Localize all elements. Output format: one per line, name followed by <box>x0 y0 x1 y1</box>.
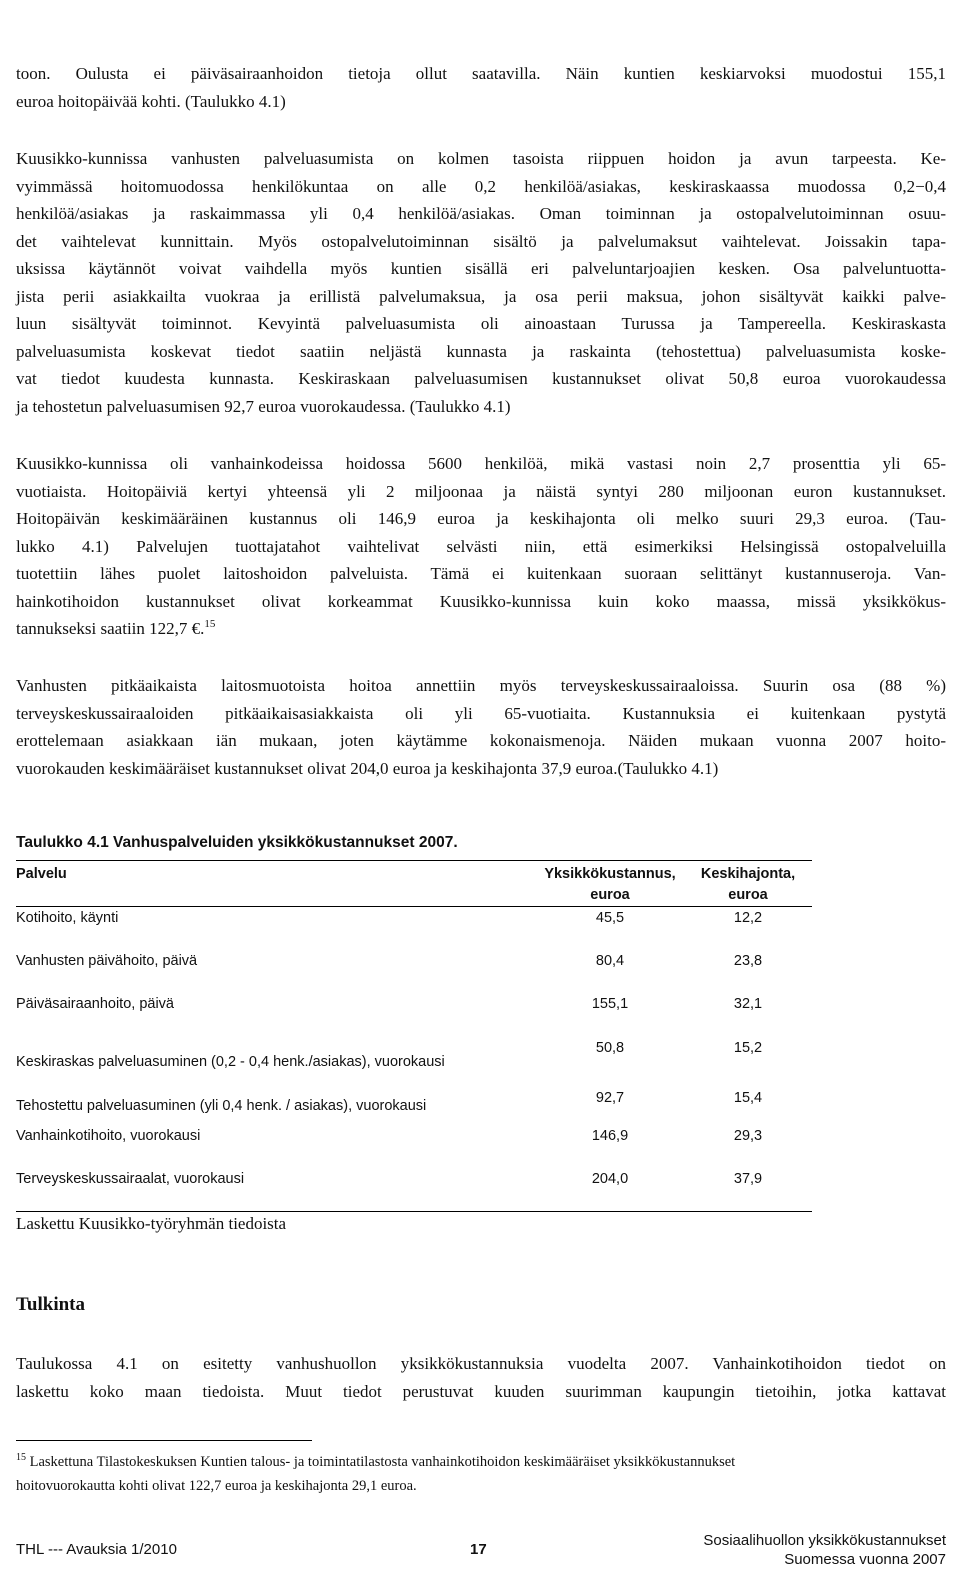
paragraph-4 <box>16 672 946 782</box>
text-line: Vanhusten pitkäaikaista laitosmuotoista hoitoa annettiin myös terveyskeskussairaaloissa. Suurin osa (88 %) <box>16 676 946 695</box>
text-line: Hoitopäivän keskimääräinen kustannus oli 146,9 euroa ja keskihajonta oli melko suuri 29,3 euroa. (Tau- <box>16 509 946 528</box>
section-paragraph <box>16 1350 946 1405</box>
table-row-service: Kotihoito, käynti <box>16 910 119 926</box>
table-row-cost: 92,7 <box>595 1090 625 1106</box>
table-row-sd: 37,9 <box>733 1171 763 1187</box>
table-row-service: Vanhainkotihoito, vuorokausi <box>16 1128 201 1144</box>
table-row-sd: 29,3 <box>733 1128 763 1144</box>
table-row-sd: 32,1 <box>733 996 763 1012</box>
text-line-content: tannukseksi saatiin 122,7 €. <box>16 619 205 638</box>
text-line <box>16 615 946 643</box>
table-row-sd: 12,2 <box>733 910 763 926</box>
table-row-cost: 80,4 <box>595 953 625 969</box>
text-line: luun sisältyvät toiminnot. Kevyintä palveluasumista oli ainoastaan Turussa ja Tampereella. Keskiraskasta <box>16 314 946 333</box>
text-line: jista perii asiakkailta vuokraa ja erillistä palvelumaksua, ja osa perii maksua, johon sisältyvät kaikki palve- <box>16 286 946 306</box>
table-top-rule <box>16 860 812 861</box>
footnote-number: 15 <box>16 1452 26 1463</box>
text-line: lukko 4.1) Palvelujen tuottajatahot vaihtelivat selvästi niin, että esimerkiksi Helsingissä ostopalveluilla <box>16 536 946 556</box>
table-row-cost: 204,0 <box>591 1171 629 1187</box>
table-row-sd: 15,4 <box>733 1090 763 1106</box>
header-service: Palvelu <box>16 866 67 882</box>
text-line: erottelemaan asiakkaan iän mukaan, joten käytämme kokonaismenoja. Näiden mukaan vuonna 2007 hoito- <box>16 731 946 750</box>
footer-publication: THL --- Avauksia 1/2010 <box>16 1541 177 1558</box>
footnote-line: hoitovuorokautta kohti olivat 122,7 euroa ja keskihajonta 29,1 euroa. <box>16 1478 417 1494</box>
paragraph-2 <box>16 145 946 420</box>
header-unit-cost-unit: euroa <box>590 887 630 903</box>
table-row-cost: 155,1 <box>591 996 629 1012</box>
table-caption: Taulukko 4.1 Vanhuspalveluiden yksikkökustannukset 2007. <box>16 834 458 851</box>
text-line: Kuusikko-kunnissa vanhusten palveluasumista on kolmen tasoista riippuen hoidon ja avun tarpeesta. Ke- <box>16 149 946 168</box>
text-line: ja tehostetun palveluasumisen 92,7 euroa vuorokaudessa. (Taulukko 4.1) <box>16 396 511 416</box>
table-row-service: Päiväsairaanhoito, päivä <box>16 996 174 1012</box>
footnote-line <box>16 1450 946 1474</box>
table-row-service: Vanhusten päivähoito, päivä <box>16 953 198 969</box>
table-row-cost: 45,5 <box>595 910 625 926</box>
footnote <box>16 1450 946 1498</box>
text-line: toon. Oulusta ei päiväsairaanhoidon tietoja ollut saatavilla. Näin kuntien keskiarvoksi muodostui 155,1 <box>16 64 946 83</box>
text-line: henkilöä/asiakas ja raskaimmassa yli 0,4 henkilöä/asiakas. Oman toiminnan ja ostopalvelutoiminnan osuu- <box>16 204 946 223</box>
table-row-cost: 50,8 <box>595 1040 625 1056</box>
text-line: tuotettiin lähes puolet laitoshoidon palveluista. Tämä ei kuitenkaan suoraan selittänyt kustannuseroja. Van- <box>16 564 946 583</box>
table-row-sd: 23,8 <box>733 953 763 969</box>
text-line: euroa hoitopäivää kohti. (Taulukko 4.1) <box>16 91 286 111</box>
footnote-rule <box>16 1440 312 1441</box>
section-heading: Tulkinta <box>16 1294 86 1315</box>
paragraph-1 <box>16 60 946 115</box>
text-line: terveyskeskussairaaloiden pitkäaikaisasiakkaista oli yli 65-vuotiaita. Kustannuksia ei kuitenkaan pystytä <box>16 703 946 723</box>
text-line: Kuusikko-kunnissa oli vanhainkodeissa hoidossa 5600 henkilöä, mikä vastasi noin 2,7 prosenttia yli 65- <box>16 454 946 473</box>
table-source: Laskettu Kuusikko-työryhmän tiedoista <box>16 1214 287 1233</box>
text-line: hainkotihoidon kustannukset olivat korkeammat Kuusikko-kunnissa kuin koko maassa, missä yksikkökus- <box>16 591 946 611</box>
footer-title <box>703 1531 946 1569</box>
text-line: vuotiaista. Hoitopäiviä kertyi yhteensä yli 2 miljoonaa ja näistä syntyi 280 miljoonan euron kustannukset. <box>16 481 946 501</box>
text-line: Taulukossa 4.1 on esitetty vanhushuollon yksikkökustannuksia vuodelta 2007. Vanhainkotihoidon tiedot on <box>16 1354 946 1373</box>
table-header-rule <box>16 906 812 907</box>
text-line: vat tiedot kuudesta kunnasta. Keskiraskaan palveluasumisen kustannukset olivat 50,8 euroa vuorokaudessa <box>16 369 946 388</box>
table-row-cost: 146,9 <box>591 1128 629 1144</box>
text-line: vyimmässä hoitomuodossa henkilökuntaa on alle 0,2 henkilöä/asiakas, keskiraskaassa muodossa 0,2−0,4 <box>16 176 946 196</box>
header-std-dev-unit: euroa <box>728 887 768 903</box>
footnote-reference: 15 <box>204 618 216 630</box>
footer-title-line: Suomessa vuonna 2007 <box>784 1551 946 1568</box>
page-number: 17 <box>470 1541 487 1558</box>
table-row-service: Keskiraskas palveluasuminen (0,2 - 0,4 henk./asiakas), vuorokausi <box>16 1054 445 1070</box>
paragraph-3 <box>16 450 946 643</box>
footer-title-line: Sosiaalihuollon yksikkökustannukset <box>703 1532 946 1549</box>
text-line: vuorokauden keskimääräiset kustannukset olivat 204,0 euroa ja keskihajonta 37,9 euroa.(Taulukko 4.1) <box>16 758 719 778</box>
table-row-sd: 15,2 <box>733 1040 763 1056</box>
text-line: uksissa käytännöt voivat vaihdella myös kuntien sisällä eri palveluntarjoajien kesken. Osa palveluntuotta- <box>16 259 946 278</box>
footnote-text: Laskettuna Tilastokeskuksen Kuntien talous- ja toimintatilastosta vanhainkotihoidon keskimääräiset yksikkökustannukset <box>29 1454 736 1470</box>
header-unit-cost: Yksikkökustannus, <box>544 866 676 882</box>
text-line: palveluasumista koskevat tiedot saatiin neljästä kunnasta ja raskainta (tehostettua) palveluasumista koske- <box>16 341 946 361</box>
table-row-service: Tehostettu palveluasuminen (yli 0,4 henk. / asiakas), vuorokausi <box>16 1098 427 1114</box>
text-line: laskettu koko maan tiedoista. Muut tiedot perustuvat kuuden suurimman kaupungin tietoihin, jotka kattavat <box>16 1381 946 1401</box>
text-line: det vaihtelevat kunnittain. Myös ostopalvelutoiminnan sisältö ja palvelumaksut vaihtelevat. Joissakin tapa- <box>16 231 946 251</box>
header-std-dev: Keskihajonta, <box>700 866 796 882</box>
table-bottom-rule <box>16 1211 812 1212</box>
table-row-service: Terveyskeskussairaalat, vuorokausi <box>16 1171 245 1187</box>
